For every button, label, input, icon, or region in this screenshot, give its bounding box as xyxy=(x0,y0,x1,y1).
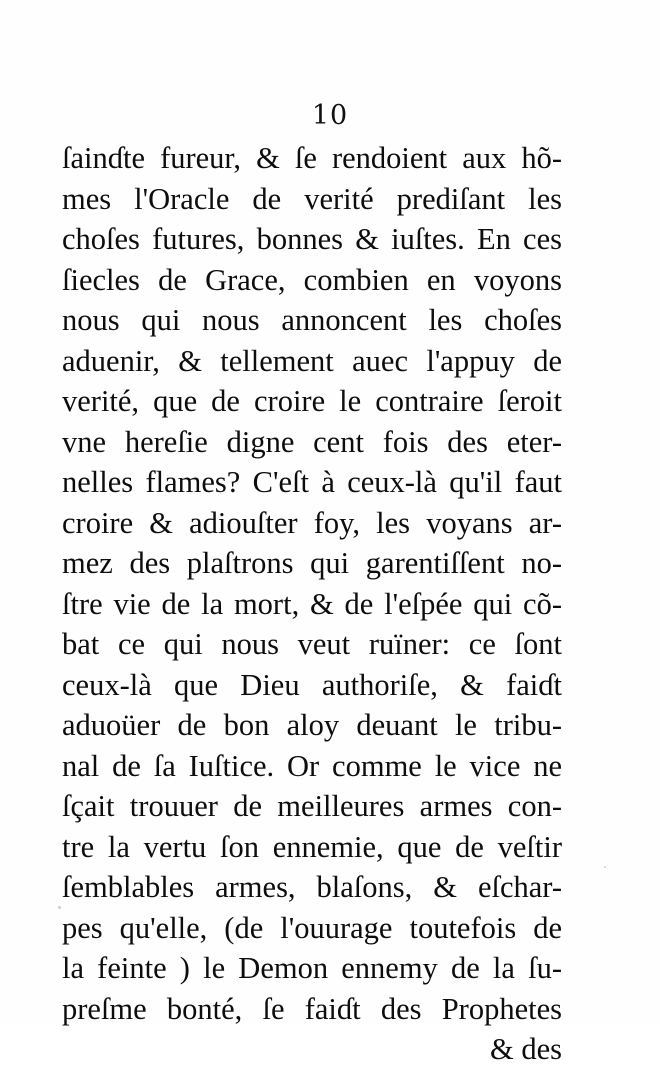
text-line-7: verité, que de croire le contraire ſeroit xyxy=(62,384,562,418)
text-line-16: nal de ſa Iuſtice. Or comme le vice ne xyxy=(62,748,562,783)
paper-speck xyxy=(58,906,61,909)
text-line-14: ceux-là que Dieu authoriſe, & faiɗt xyxy=(62,667,562,702)
text-line-15: aduoüer de bon aloy deuant le tribu- xyxy=(62,708,562,742)
catchword-line: & des xyxy=(489,1032,562,1066)
text-line-9: nelles flames? C'eſt à ceux-là qu'il faut xyxy=(62,465,562,499)
page-number: 10 xyxy=(311,100,349,131)
text-line-19: ſemblables armes, blaſons, & eſchar- xyxy=(62,870,562,904)
text-line-4: ſiecles de Grace, combien en voyons xyxy=(62,262,562,297)
text-line-2: mes l'Oracle de verité prediſant les xyxy=(62,181,562,216)
text-line-20: pes qu'elle, (de l'ouurage toutefois de xyxy=(62,910,562,945)
text-line-10: croire & adiouſter foy, les voyans ar- xyxy=(62,505,562,540)
paper-speck xyxy=(604,866,606,868)
text-line-5: nous qui nous annoncent les choſes xyxy=(62,303,562,337)
text-line-6: aduenir, & tellement auec l'appuy de xyxy=(62,343,562,378)
text-line-21: la feinte ) le Demon ennemy de la ſu- xyxy=(62,951,562,985)
text-line-11: mez des plaſtrons qui garentiſſent no- xyxy=(62,546,562,580)
text-line-17: ſçait trouuer de meilleures armes con- xyxy=(62,789,562,823)
text-line-22: preſme bonté, ſe faiɗt des Prophetes xyxy=(62,991,562,1026)
body-text xyxy=(62,138,562,1070)
text-line-13: bat ce qui nous veut ruïner: ce ſont xyxy=(62,627,562,661)
text-line-12: ſtre vie de la mort, & de l'eſpée qui cõ- xyxy=(62,586,562,621)
text-line-18: tre la vertu ſon ennemie, que de veſtir xyxy=(62,829,562,864)
text-line-8: vne hereſie digne cent fois des eter- xyxy=(62,424,562,459)
text-line-1: ſainɗte fureur, & ſe rendoient aux hõ- xyxy=(62,141,562,175)
text-line-3: choſes futures, bonnes & iuſtes. En ces xyxy=(62,222,562,256)
